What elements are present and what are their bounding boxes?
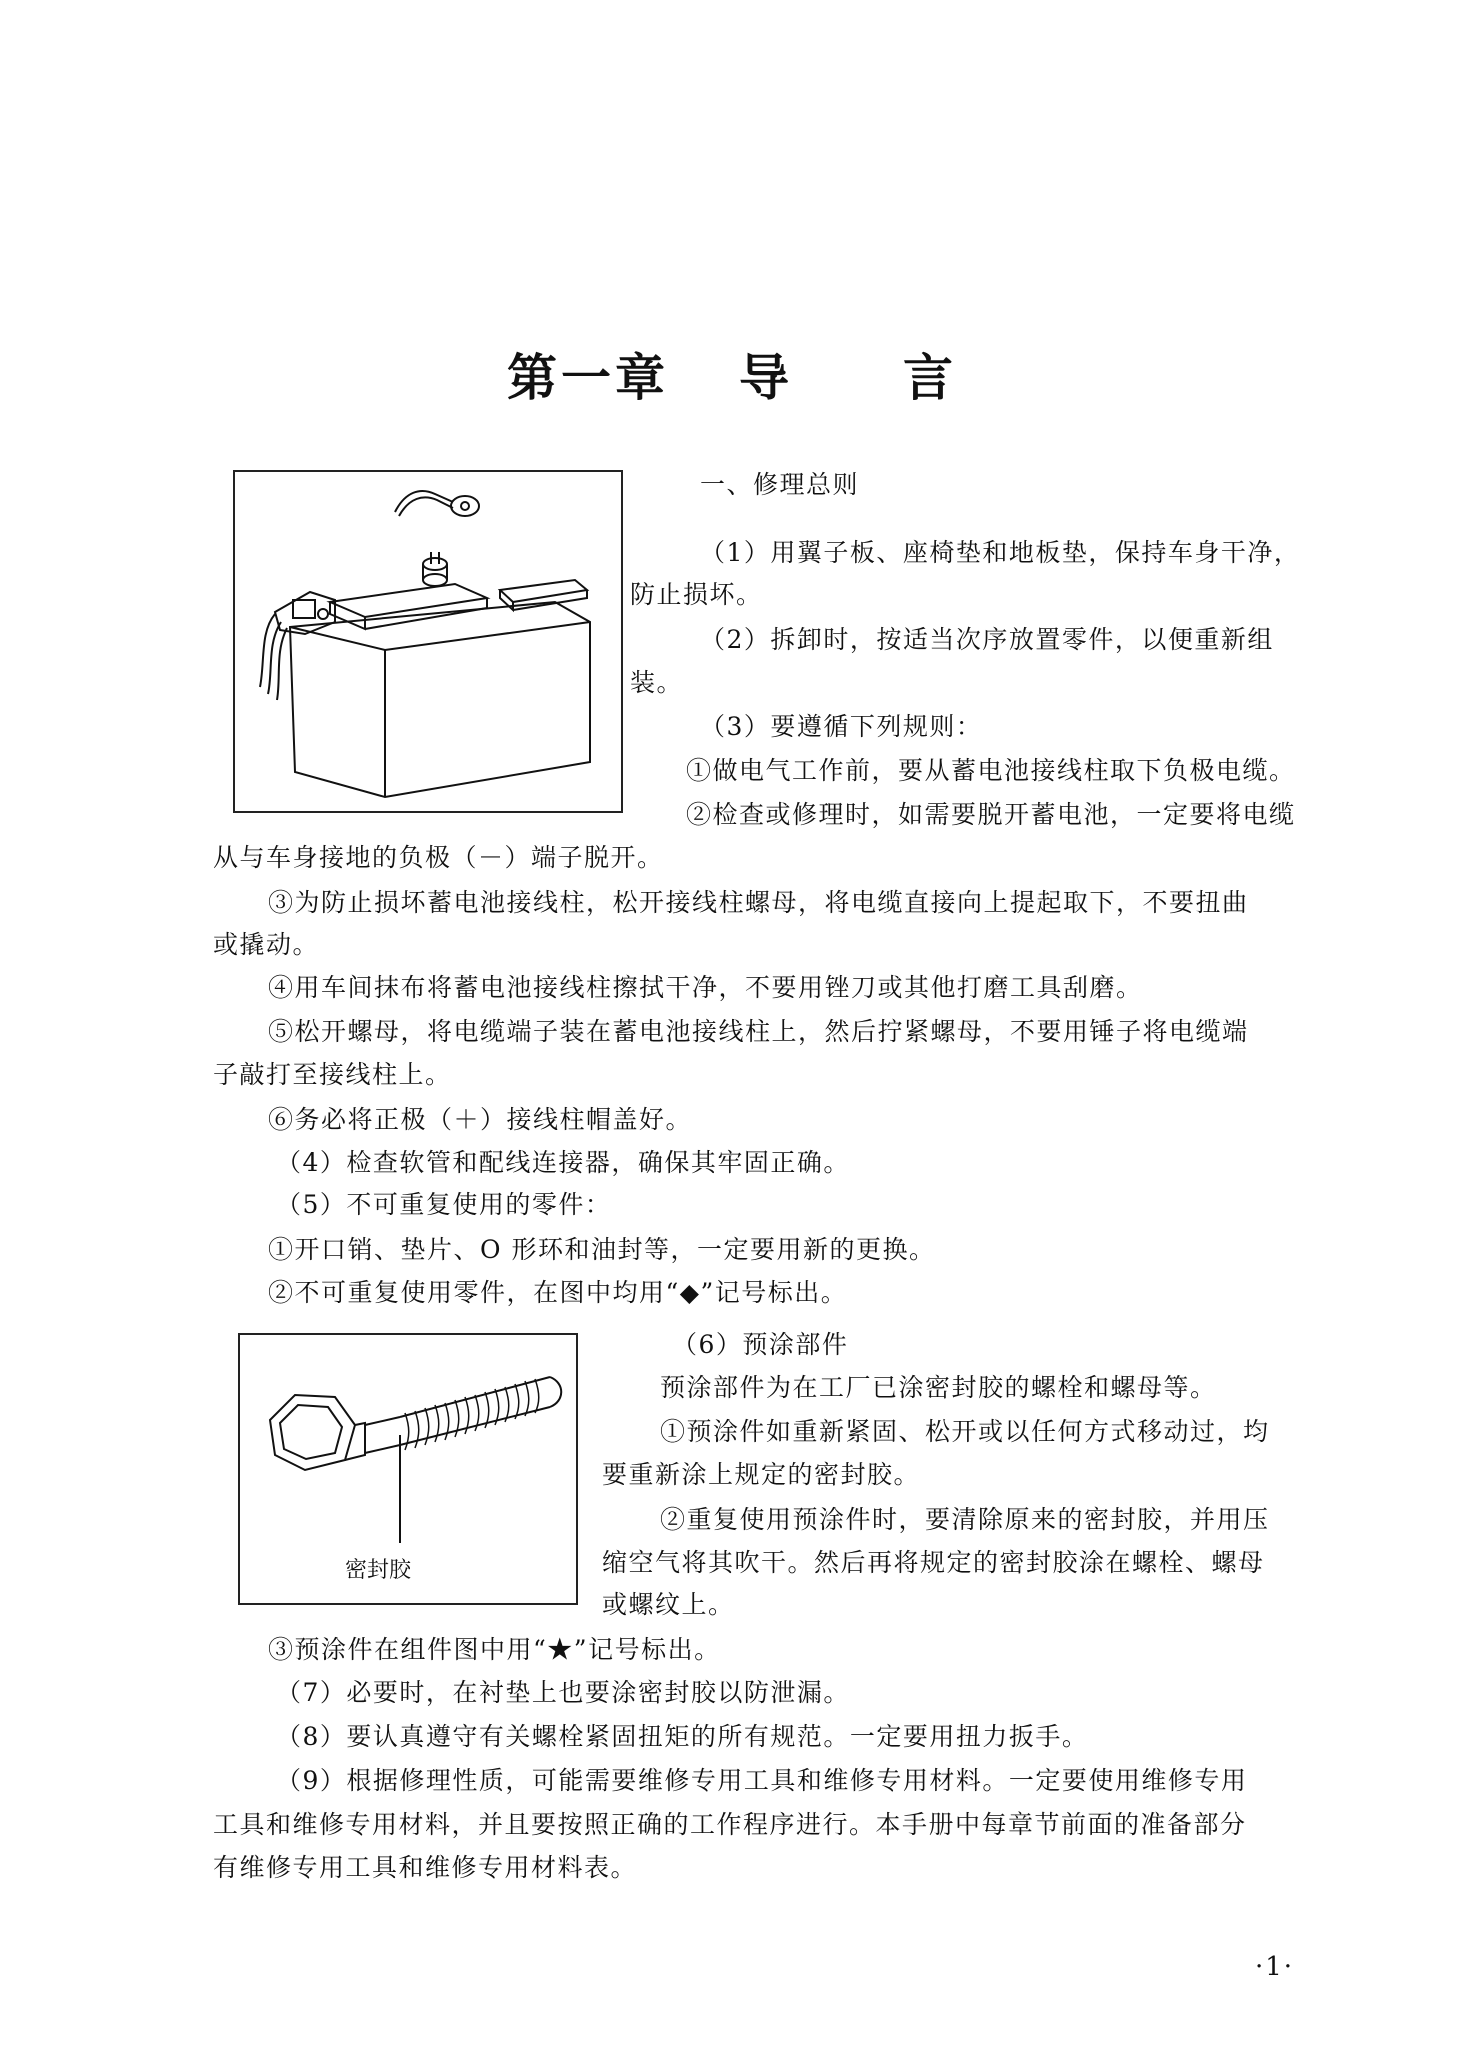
paragraph-2-line-1: （2）拆卸时，按适当次序放置零件，以便重新组 — [700, 625, 1274, 654]
page-number: ·1· — [1255, 1952, 1295, 1982]
paragraph-9-line-2: 工具和维修专用材料，并且要按照正确的工作程序进行。本手册中每章节前面的准备部分 — [213, 1810, 1247, 1839]
paragraph-6: （6）预涂部件 — [672, 1330, 849, 1359]
chapter-word-2: 言 — [903, 349, 957, 407]
chapter-word-1: 导 — [739, 349, 793, 407]
battery-drawing — [235, 472, 621, 811]
paragraph-5-rule-2: ②不可重复使用零件，在图中均用“◆”记号标出。 — [268, 1278, 848, 1307]
paragraph-6-rule-2-line-1: ②重复使用预涂件时，要清除原来的密封胶，并用压 — [660, 1505, 1270, 1534]
paragraph-1-line-1: （1）用翼子板、座椅垫和地板垫，保持车身干净， — [700, 538, 1301, 567]
rule-5-line-2: 子敲打至接线柱上。 — [213, 1060, 452, 1089]
rule-1: ①做电气工作前，要从蓄电池接线柱取下负极电缆。 — [686, 756, 1296, 785]
chapter-title — [0, 338, 1464, 410]
paragraph-8: （8）要认真遵守有关螺栓紧固扭矩的所有规范。一定要用扭力扳手。 — [276, 1722, 1089, 1751]
paragraph-5: （5）不可重复使用的零件： — [276, 1190, 612, 1219]
paragraph-6-rule-2-line-3: 或螺纹上。 — [602, 1590, 735, 1619]
paragraph-6-rule-2-line-2: 缩空气将其吹干。然后再将规定的密封胶涂在螺栓、螺母 — [602, 1548, 1265, 1577]
sealant-label: 密封胶 — [345, 1558, 412, 1583]
paragraph-3: （3）要遵循下列规则： — [700, 712, 983, 741]
rule-4: ④用车间抹布将蓄电池接线柱擦拭干净，不要用锉刀或其他打磨工具刮磨。 — [268, 973, 1143, 1002]
rule-6: ⑥务必将正极（＋）接线柱帽盖好。 — [268, 1105, 693, 1134]
section-heading: 一、修理总则 — [700, 470, 860, 499]
rule-2-line-1: ②检查或修理时，如需要脱开蓄电池，一定要将电缆 — [686, 800, 1296, 829]
paragraph-4: （4）检查软管和配线连接器，确保其牢固正确。 — [276, 1148, 850, 1177]
paragraph-9-line-3: 有维修专用工具和维修专用材料表。 — [213, 1853, 638, 1882]
paragraph-7: （7）必要时，在衬垫上也要涂密封胶以防泄漏。 — [276, 1678, 850, 1707]
paragraph-9-line-1: （9）根据修理性质，可能需要维修专用工具和维修专用材料。一定要使用维修专用 — [276, 1766, 1248, 1795]
paragraph-5-rule-1: ①开口销、垫片、O 形环和油封等，一定要用新的更换。 — [268, 1235, 936, 1264]
rule-5-line-1: ⑤松开螺母，将电缆端子装在蓄电池接线柱上，然后拧紧螺母，不要用锤子将电缆端 — [268, 1017, 1249, 1046]
paragraph-1-line-2: 防止损坏。 — [630, 580, 763, 609]
paragraph-6-intro: 预涂部件为在工厂已涂密封胶的螺栓和螺母等。 — [660, 1373, 1217, 1402]
rule-2-line-2: 从与车身接地的负极（－）端子脱开。 — [213, 843, 664, 872]
chapter-number: 第一章 — [507, 349, 669, 407]
rule-3-line-2: 或撬动。 — [213, 930, 320, 959]
battery-illustration — [233, 470, 623, 813]
paragraph-2-line-2: 装。 — [630, 668, 684, 697]
paragraph-6-rule-3: ③预涂件在组件图中用“★”记号标出。 — [268, 1635, 721, 1664]
rule-3-line-1: ③为防止损坏蓄电池接线柱，松开接线柱螺母，将电缆直接向上提起取下，不要扭曲 — [268, 888, 1249, 917]
paragraph-6-rule-1-line-1: ①预涂件如重新紧固、松开或以任何方式移动过，均 — [660, 1417, 1270, 1446]
paragraph-6-rule-1-line-2: 要重新涂上规定的密封胶。 — [602, 1460, 921, 1489]
bolt-illustration — [238, 1333, 578, 1605]
